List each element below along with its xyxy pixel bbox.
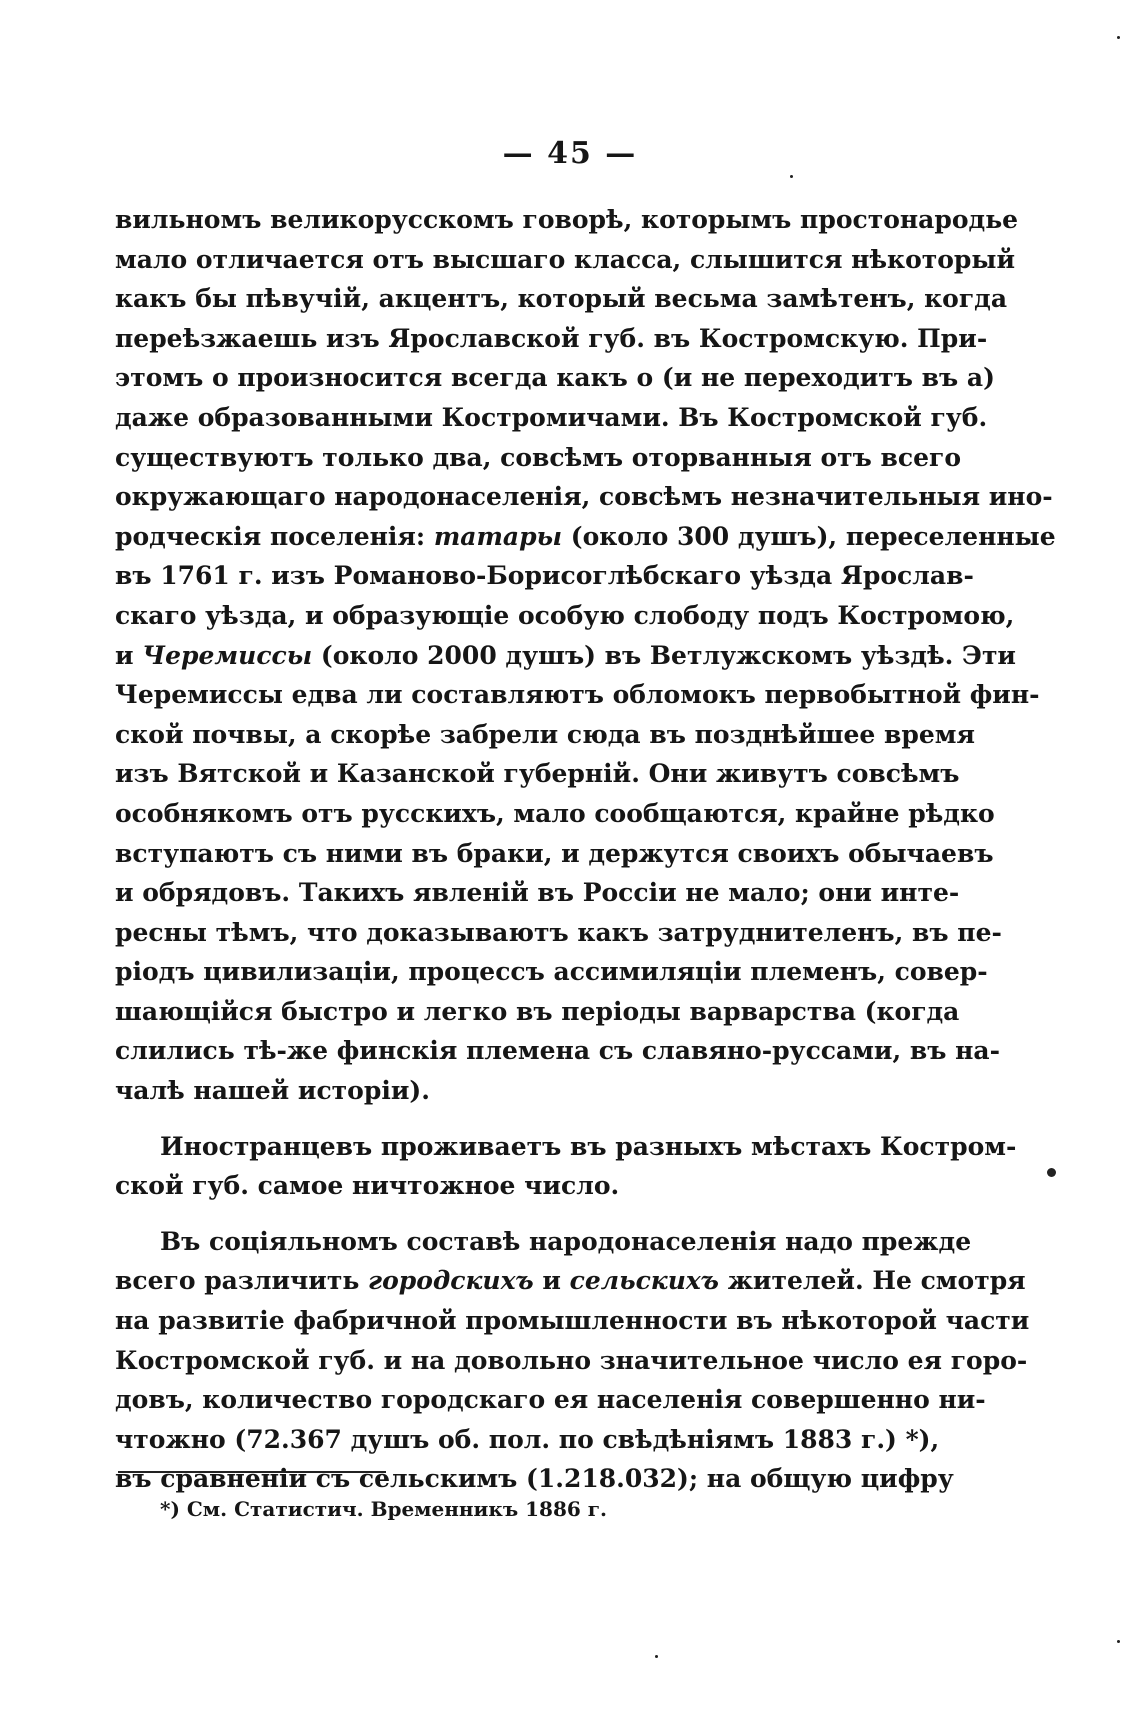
text-segment: въ сравненіи съ сельскимъ (1.218.032); на общую цифру — [115, 1464, 954, 1494]
text-line — [115, 1166, 905, 1206]
scan-speck — [1117, 36, 1120, 39]
text-line — [115, 438, 962, 478]
text-line — [115, 873, 960, 913]
text-line — [115, 1341, 1028, 1381]
text-line — [115, 1301, 1030, 1341]
text-line — [115, 754, 960, 794]
paragraph-gap — [115, 1206, 905, 1222]
text-segment: переѣзжаешь изъ Ярославской губ. въ Костромскую. При- — [115, 323, 988, 353]
footnote-rule — [118, 1471, 386, 1473]
text-segment: чалѣ нашей исторіи). — [115, 1076, 430, 1106]
text-line — [115, 358, 995, 398]
text-line — [115, 675, 1040, 715]
text-segment: Костромской губ. и на довольно значительное число ея горо- — [115, 1345, 1028, 1375]
text-line — [115, 596, 1015, 636]
text-line — [115, 319, 988, 359]
text-segment: Въ соціяльномъ составѣ народонаселенія надо прежде — [160, 1226, 972, 1256]
text-segment: ской почвы, а скорѣе забрели сюда въ позднѣйшее время — [115, 719, 975, 749]
text-segment: слились тѣ-же финскія племена съ славяно-руссами, въ на- — [115, 1036, 1000, 1066]
text-segment: довъ, количество городскаго ея населенія совершенно ни- — [115, 1385, 986, 1415]
text-segment: вильномъ великорусскомъ говорѣ, которымъ простонародье — [115, 205, 1019, 234]
scan-speck — [1117, 1640, 1120, 1643]
text-segment: какъ бы пѣвучій, акцентъ, который весьма замѣтенъ, когда — [115, 284, 1008, 314]
text-segment: шающійся быстро и легко въ періоды варварства (когда — [115, 996, 960, 1026]
text-segment: (около 2000 душъ) въ Ветлужскомъ уѣздѣ. Эти — [312, 640, 1016, 670]
text-segment: (около 300 душъ), переселенные — [562, 521, 1056, 551]
text-line — [115, 952, 988, 992]
text-segment: и — [533, 1266, 570, 1296]
italic-term: городскихъ — [368, 1266, 534, 1296]
scan-speck — [790, 175, 793, 178]
text-segment: всего различить — [115, 1266, 369, 1296]
text-segment: и обрядовъ. Такихъ явленій въ Россіи не мало; они инте- — [115, 878, 960, 908]
text-segment: родческія поселенія: — [115, 521, 434, 551]
italic-term: сельскихъ — [569, 1266, 719, 1296]
text-line — [115, 1459, 954, 1499]
italic-term: Черемиссы — [142, 640, 313, 670]
text-line — [115, 1222, 972, 1262]
text-segment: чтожно (72.367 душъ об. пол. по свѣдѣніямъ 1883 г.) *), — [115, 1424, 940, 1454]
footnote: *) См. Статистич. Временникъ 1886 г. — [160, 1497, 607, 1521]
text-line — [115, 794, 995, 834]
text-line — [115, 1127, 1017, 1167]
text-segment: мало отличается отъ высшаго класса, слышится нѣкоторый — [115, 244, 1015, 274]
text-segment: ріодъ цивилизаціи, процессъ ассимиляціи племенъ, совер- — [115, 957, 988, 987]
text-segment: жителей. Не смотря — [718, 1266, 1026, 1296]
text-segment: Черемиссы едва ли составляютъ обломокъ первобытной фин- — [115, 680, 1040, 710]
text-line — [115, 240, 1015, 280]
text-segment: скаго уѣзда, и образующіе особую слободу подъ Костромою, — [115, 600, 1015, 630]
text-line — [115, 398, 988, 438]
text-line — [115, 992, 960, 1032]
text-segment: особнякомъ отъ русскихъ, мало сообщаются, крайне рѣдко — [115, 798, 995, 828]
text-segment: ресны тѣмъ, что доказываютъ какъ затруднителенъ, въ пе- — [115, 917, 1002, 947]
text-segment: и — [115, 640, 143, 670]
text-line — [115, 834, 994, 874]
text-line — [115, 1261, 1026, 1301]
text-segment: въ 1761 г. изъ Романово-Борисоглѣбскаго уѣзда Ярослав- — [115, 561, 974, 591]
text-line — [115, 913, 1002, 953]
text-segment: Иностранцевъ проживаетъ въ разныхъ мѣстахъ Костром- — [160, 1131, 1017, 1161]
text-segment: этомъ о произносится всегда какъ о (и не переходитъ въ а) — [115, 363, 995, 393]
text-segment: даже образованными Костромичами. Въ Костромской губ. — [115, 402, 988, 432]
text-segment: изъ Вятской и Казанской губерній. Они живутъ совсѣмъ — [115, 759, 960, 789]
text-segment: существуютъ только два, совсѣмъ оторванныя отъ всего — [115, 442, 962, 472]
text-line — [115, 636, 1016, 676]
text-line — [115, 1031, 1000, 1071]
text-line — [115, 517, 1056, 557]
text-segment: ской губ. самое ничтожное число. — [115, 1171, 620, 1201]
text-line — [115, 1420, 940, 1460]
text-line — [115, 477, 1053, 517]
text-line — [115, 715, 975, 755]
text-line — [115, 200, 1019, 240]
text-line — [115, 1380, 986, 1420]
scan-speck — [655, 1655, 658, 1658]
text-line — [115, 556, 974, 596]
paragraph-gap — [115, 1111, 905, 1127]
text-segment: вступаютъ съ ними въ браки, и держутся своихъ обычаевъ — [115, 838, 994, 868]
italic-term: татары — [433, 521, 563, 551]
text-segment: на развитіе фабричной промышленности въ нѣкоторой части — [115, 1306, 1030, 1336]
scan-speck — [1047, 1168, 1056, 1177]
body-text — [115, 200, 1056, 1499]
page-number: — 45 — — [502, 136, 638, 171]
text-segment: окружающаго народонаселенія, совсѣмъ незначительныя ино- — [115, 482, 1053, 512]
text-line — [115, 1071, 905, 1111]
text-line — [115, 279, 1008, 319]
